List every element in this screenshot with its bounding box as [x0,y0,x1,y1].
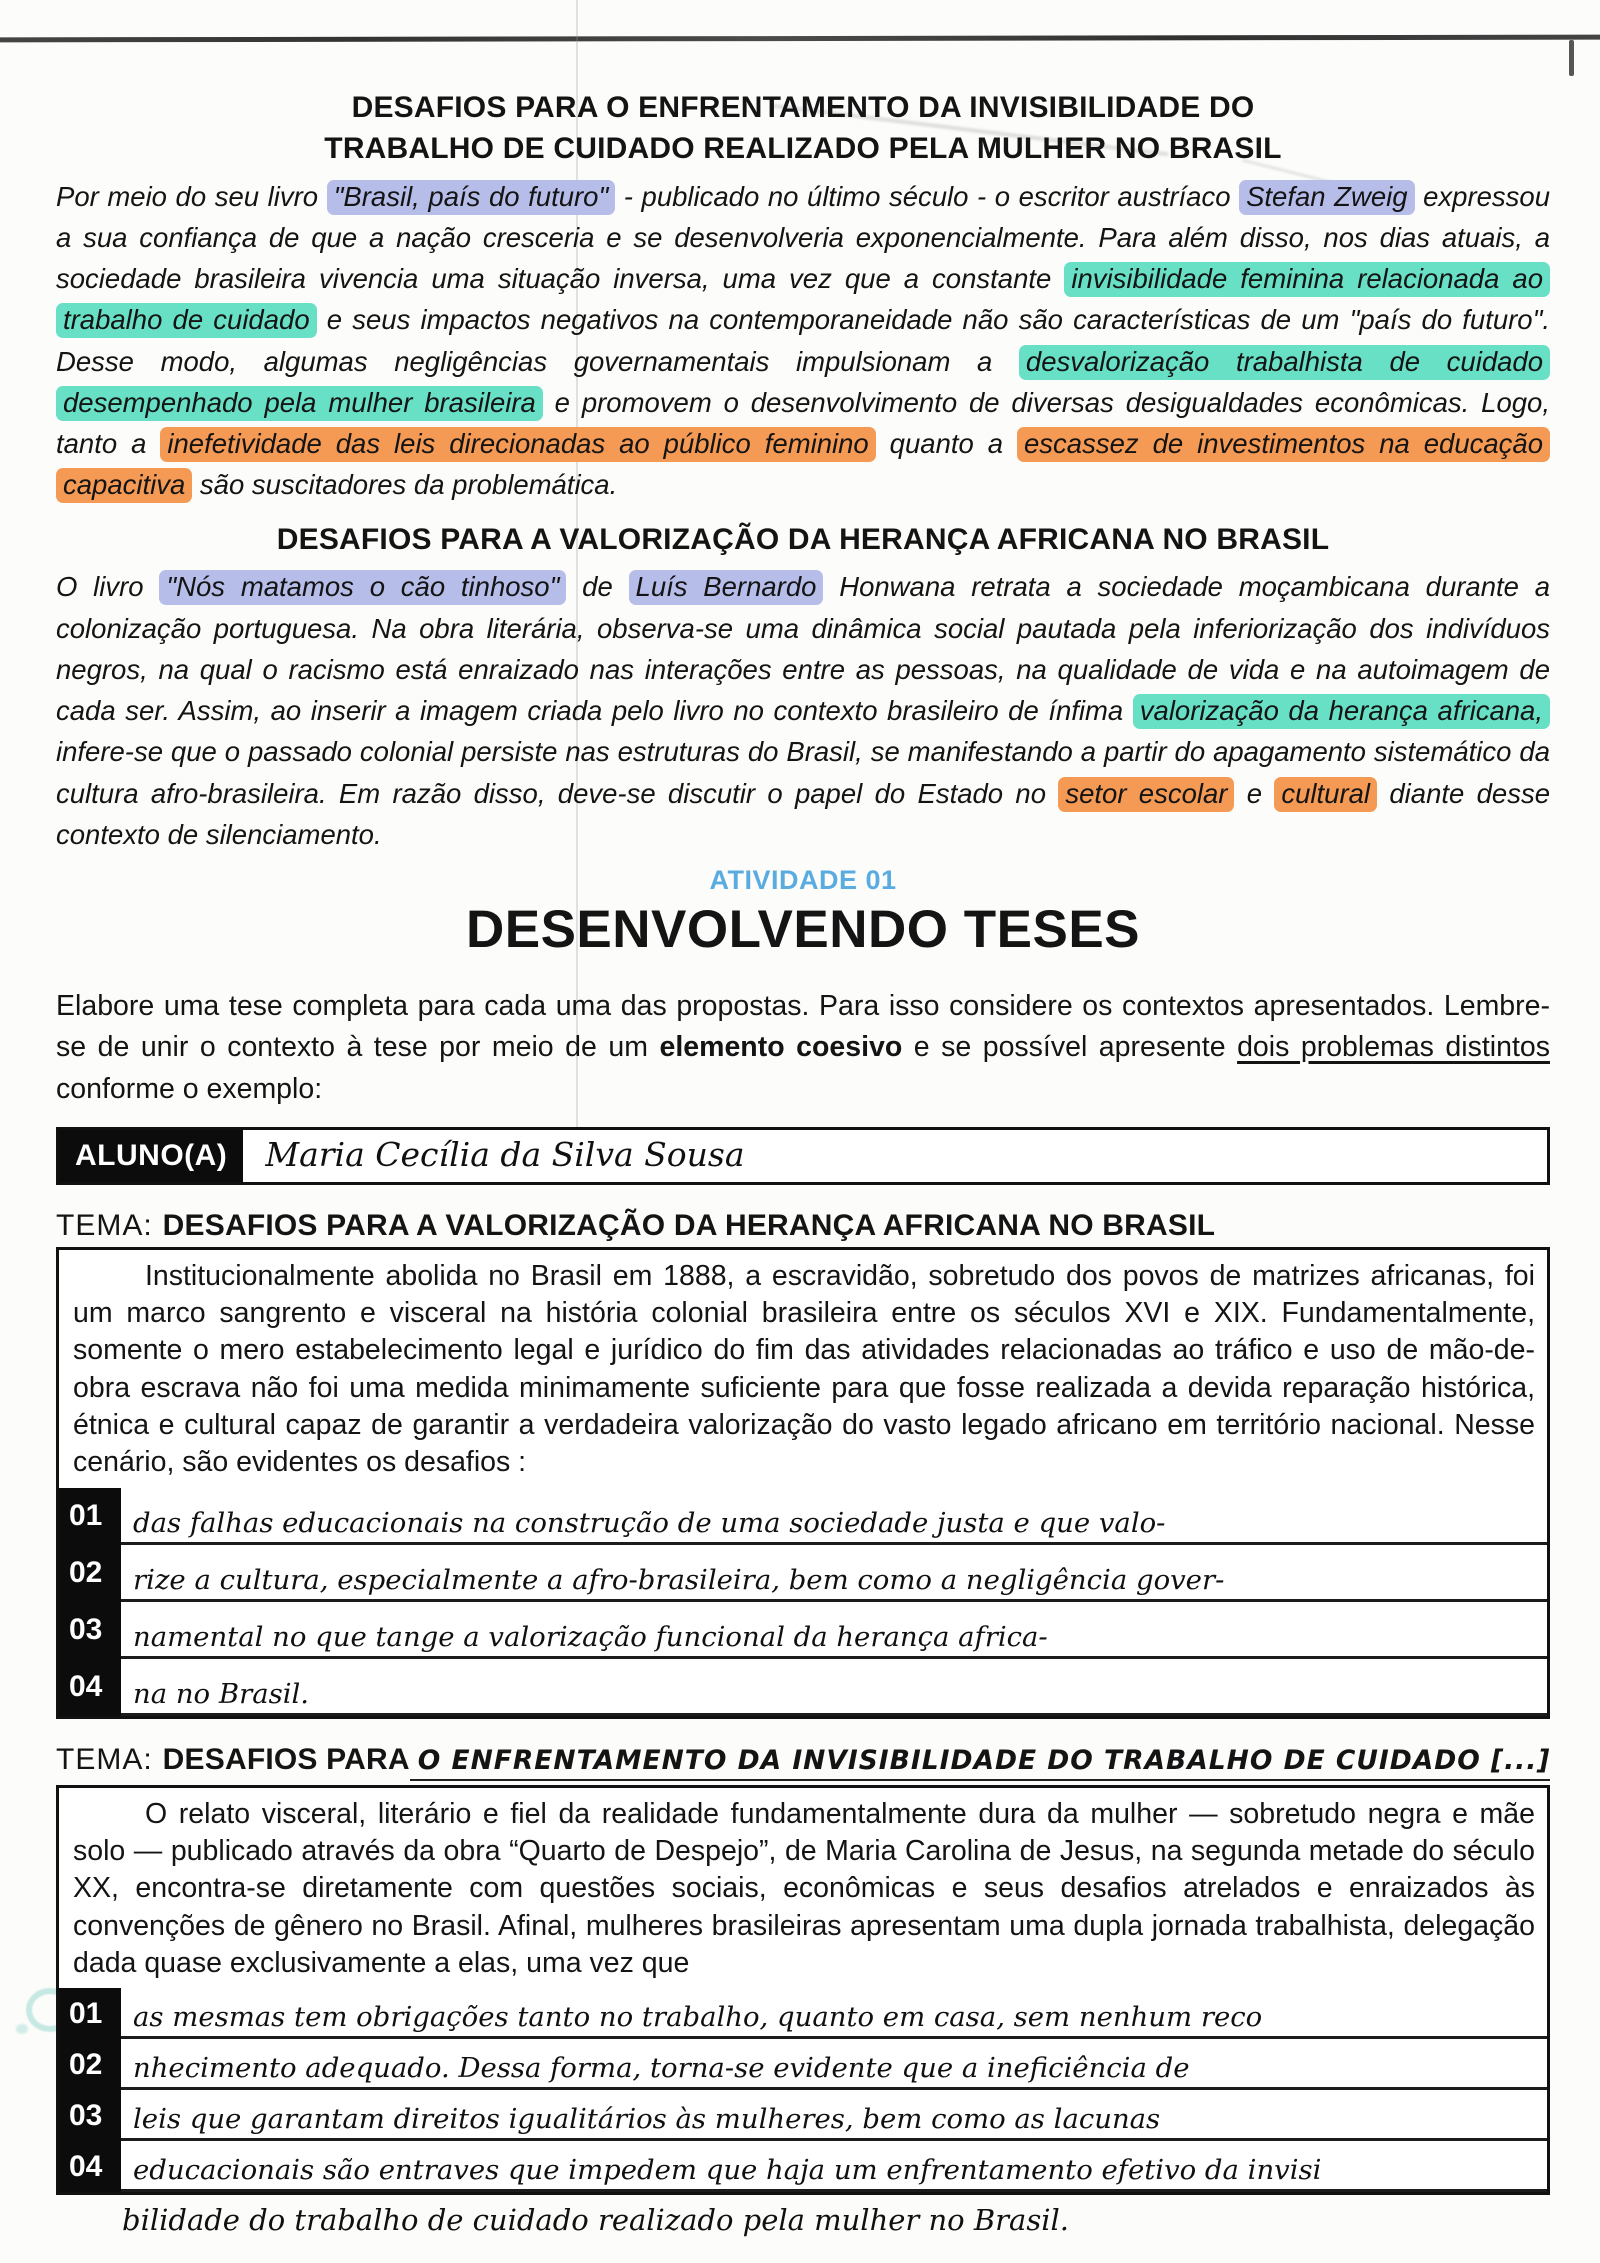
student-name-row [56,1127,1550,1185]
answer-row [59,1988,1547,2039]
tema2-title-printed: DESAFIOS PARA [162,1742,410,1776]
row-number-badge: 02 [59,2039,121,2090]
answer-overflow-line[interactable]: bilidade do trabalho de cuidado realizado pela mulher no Brasil. [122,2203,1069,2238]
answer-row [59,2141,1547,2192]
row-number-badge: 04 [59,2141,121,2192]
answer-row [59,2039,1547,2090]
highlighted-text-orange: escassez de investimentos na educação capacitiva [56,427,1550,503]
text-segment: Elabore uma tese completa para cada uma das propostas. Para isso considere os contextos apresentados. Lembre-se de unir o contexto à tese por meio de um [56,989,1550,1064]
answer-row [59,2090,1547,2141]
activity-title: DESENVOLVENDO TESES [465,900,1141,960]
text-segment: e promovem o desenvolvimento de diversas desigualdades econômicas. Logo, tanto a [56,386,1550,460]
tema2-title-handwritten[interactable]: O ENFRENTAMENTO DA INVISIBILIDADE DO TRABALHO DE CUIDADO [...] [410,1745,1550,1781]
text-segment: Honwana retrata a sociedade moçambicana durante a colonização portuguesa. Na obra literária, observa-se uma dinâmica social pautada pela inferiorização dos indivíduos negros, na qual o racismo está enraizado nas interações entre as pessoas, na qualidade de vida e na autoimagem de cada ser. Assim, ao inserir a imagem criada pelo livro no contexto brasileiro de ínfima [56,571,1551,727]
highlighted-text-orange: setor escolar [1058,777,1234,812]
box1-context-paragraph: Institucionalmente abolida no Brasil em 1888, a escravidão, sobretudo dos povos de matrizes africanas, foi um marco sangrento e visceral na história colonial brasileira entre os séculos XVI e XIX. Fundamentalmente, somente o mero estabelecimento legal e jurídico do fim das atividades relacionadas ao tráfico e uso de mão-de-obra escrava não foi uma medida minimamente suficiente para que fosse realizada a devida reparação histórica, étnica e cultural capaz de garantir a verdadeira valorização do vasto legado africano em território nacional. Nesse cenário, são evidentes os desafios : [73,1259,1535,1479]
highlighted-text-lavender: "Nós matamos o cão tinhoso" [159,570,566,605]
row-number-badge: 03 [59,1602,121,1659]
answer-row [59,1659,1547,1716]
text-segment: são suscitadores da problemática. [192,469,618,501]
answer-line[interactable]: rize a cultura, especialmente a afro-brasileira, bem como a negligência gover- [121,1545,1547,1602]
student-name-field[interactable]: Maria Cecília da Silva Sousa [265,1135,745,1175]
tema1-heading [56,1209,1550,1243]
row-number-badge: 02 [59,1545,121,1602]
text-segment: e [1234,777,1275,809]
text-segment: dois problemas distintos [1237,1031,1550,1064]
answer-line[interactable]: leis que garantam direitos igualitários às mulheres, bem como as lacunas [121,2090,1547,2141]
context1-title [56,88,1550,170]
tema2-heading [56,1743,1550,1781]
text-segment: expressou a sua confiança de que a nação cresceria e se desenvolveria exponencialmente. Para além disso, nos dias atuais, a sociedade brasileira vivencia uma situação inversa, uma vez que a constante [56,180,1550,295]
answer-line[interactable]: educacionais são entraves que impedem que haja um enfrentamento efetivo da invisi [121,2141,1547,2192]
text-segment: - publicado no último século - o escritor austríaco [615,180,1240,212]
row-number-badge: 03 [59,2090,121,2141]
text-segment: Por meio do seu livro [56,180,327,212]
instructions-text [56,986,1550,1111]
tema1-title: DESAFIOS PARA A VALORIZAÇÃO DA HERANÇA AFRICANA NO BRASIL [162,1208,1216,1242]
text-segment: infere-se que o passado colonial persiste nas estruturas do Brasil, se manifestando a partir do apagamento sistemático da cultura afro-brasileira. Em razão disso, deve-se discutir o papel do Estado no [56,736,1550,809]
answer-row [59,1545,1547,1602]
highlighted-text-teal: invisibilidade feminina relacionada ao trabalho de cuidado [56,262,1550,338]
highlighted-text-orange: cultural [1274,777,1377,812]
answer-line[interactable]: na no Brasil. [121,1659,1547,1716]
box2-answer-rows [59,1988,1547,2192]
row-number-badge: 01 [59,1488,121,1545]
answer-box-2 [56,1785,1550,2196]
tema1-prefix: TEMA: [56,1208,153,1242]
highlighted-text-teal: desvalorização trabalhista de cuidado desempenhado pela mulher brasileira [56,345,1550,421]
student-label: ALUNO(A) [59,1130,243,1182]
answer-box-1 [56,1247,1550,1719]
answer-line[interactable]: as mesmas tem obrigações tanto no trabalho, quanto em casa, sem nenhum reco [121,1988,1547,2039]
highlighted-text-lavender: Luís Bernardo [629,570,824,605]
context1-paragraph [56,176,1550,506]
text-segment: elemento coesivo [659,1031,903,1064]
answer-line[interactable]: namental no que tange a valorização funcional da herança africa- [121,1602,1547,1659]
answer-line[interactable]: das falhas educacionais na construção de uma sociedade justa e que valo- [121,1488,1547,1545]
box1-answer-rows [59,1488,1547,1716]
text-segment: O livro [56,571,160,603]
answer-row [59,1602,1547,1659]
context2-title: DESAFIOS PARA A VALORIZAÇÃO DA HERANÇA AFRICANA NO BRASIL [276,522,1330,556]
text-segment: quanto a [875,428,1017,460]
highlighted-text-lavender: "Brasil, país do futuro" [327,180,616,215]
row-number-badge: 01 [59,1988,121,2039]
answer-line[interactable]: nhecimento adequado. Dessa forma, torna-se evidente que a ineficiência de [121,2039,1547,2090]
text-segment: conforme o exemplo: [56,1072,323,1105]
highlighted-text-teal: valorização da herança africana, [1133,694,1550,729]
text-segment: de [566,571,629,603]
box2-context-paragraph: O relato visceral, literário e fiel da realidade fundamentalmente dura da mulher — sobretudo negra e mãe solo — publicado através da obra “Quarto de Despejo”, de Maria Carolina de Jesus, na segunda metade do século XX, encontra-se diretamente com questões sociais, econômicas e seus desafios atrelados e enraizados às convenções de gênero no Brasil. Afinal, mulheres brasileiras apresentam uma dupla jornada trabalhista, delegação dada quase exclusivamente a elas, uma vez que [73,1797,1535,1979]
answer-row [59,1488,1547,1545]
text-segment: e se possível apresente [902,1031,1238,1064]
activity-label: ATIVIDADE 01 [709,865,897,896]
context1-title-line1: DESAFIOS PARA O ENFRENTAMENTO DA INVISIBILIDADE DO [351,91,1255,124]
highlighted-text-orange: inefetividade das leis direcionadas ao público feminino [160,427,875,462]
text-segment: e seus impactos negativos na contemporaneidade não são características de um "país do futuro". Desse modo, algumas negligências governamentais impulsionam a [56,304,1550,377]
context1-title-line2: TRABALHO DE CUIDADO REALIZADO PELA MULHER NO BRASIL [324,131,1282,165]
highlighted-text-lavender: Stefan Zweig [1239,180,1414,215]
text-segment: diante desse contexto de silenciamento. [56,777,1550,850]
row-number-badge: 04 [59,1659,121,1716]
tema2-prefix: TEMA: [56,1742,153,1776]
context2-paragraph [56,566,1550,855]
